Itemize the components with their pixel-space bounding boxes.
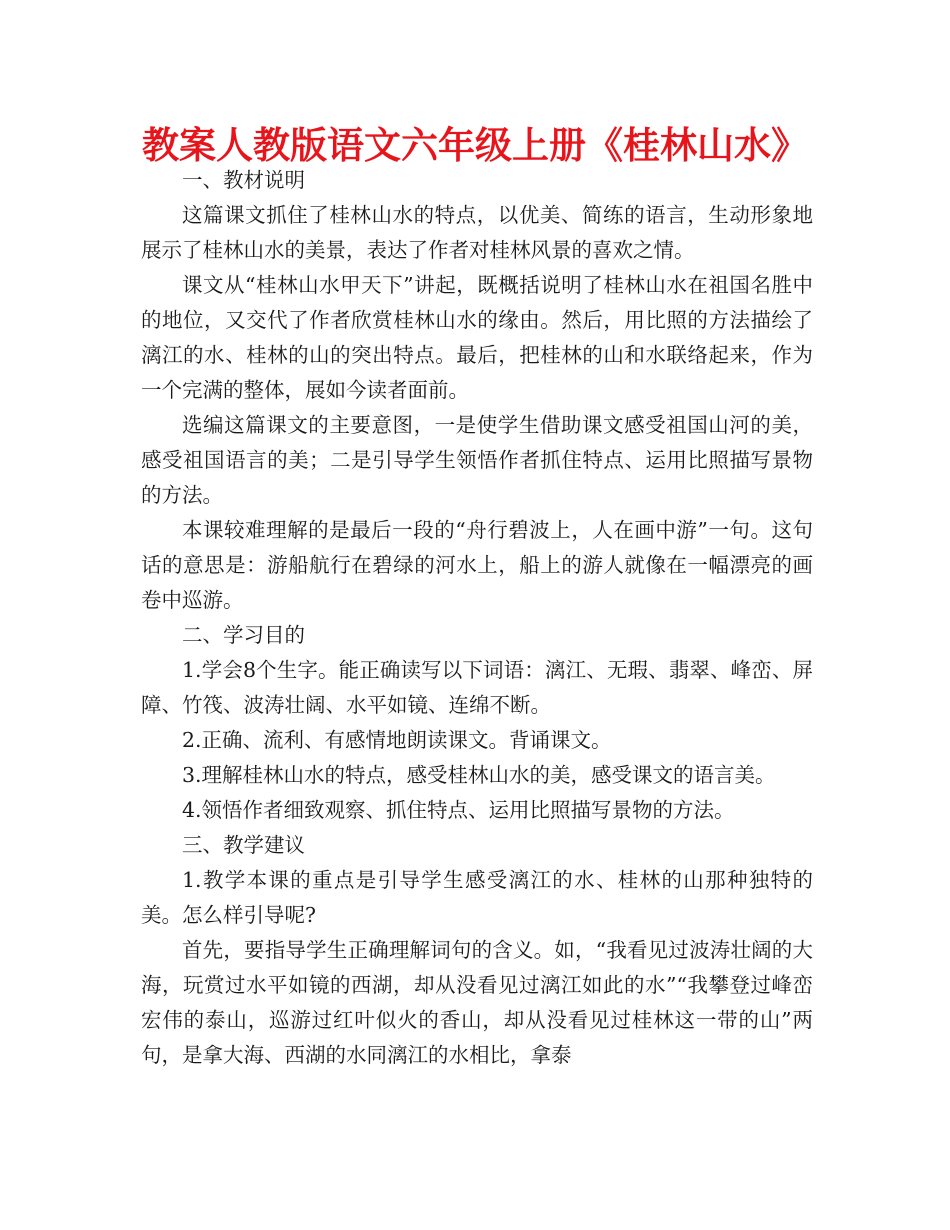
list-item: 1.学会8个生字。能正确读写以下词语：漓江、无瑕、翡翠、峰峦、屏障、竹筏、波涛壮阔、水平如镜、连绵不断。 xyxy=(141,658,813,717)
document-title: 教案人教版语文六年级上册《桂林山水》 xyxy=(142,124,808,167)
list-item: 2.正确、流利、有感情地朗读课文。背诵课文。 xyxy=(182,728,612,752)
paragraph: 首先，要指导学生正确理解词句的含义。如，“我看见过波涛壮阔的大海，玩赏过水平如镜的西湖，却从没看见过漓江如此的水”“我攀登过峰峦宏伟的泰山，巡游过红叶似火的香山，却从没看见过桂林这一带的山”两句，是拿大海、西湖的水同漓江的水相比，拿泰 xyxy=(141,938,813,1067)
list-item: 1.教学本课的重点是引导学生感受漓江的水、桂林的山那种独特的美。怎么样引导呢? xyxy=(141,868,813,927)
document-body xyxy=(141,163,813,1073)
section-heading-goals: 二、学习目的 xyxy=(182,623,305,647)
section-heading-suggestions: 三、教学建议 xyxy=(182,833,305,857)
paragraph: 选编这篇课文的主要意图，一是使学生借助课文感受祖国山河的美，感受祖国语言的美；二是引导学生领悟作者抓住特点、运用比照描写景物的方法。 xyxy=(141,413,813,507)
paragraph: 这篇课文抓住了桂林山水的特点，以优美、简练的语言，生动形象地展示了桂林山水的美景，表达了作者对桂林风景的喜欢之情。 xyxy=(141,203,813,262)
paragraph: 课文从“桂林山水甲天下”讲起，既概括说明了桂林山水在祖国名胜中的地位，又交代了作者欣赏桂林山水的缘由。然后，用比照的方法描绘了漓江的水、桂林的山的突出特点。最后，把桂林的山和水联络起来，作为一个完满的整体，展如今读者面前。 xyxy=(141,273,813,402)
section-heading-materials: 一、教材说明 xyxy=(182,168,305,192)
list-item: 3.理解桂林山水的特点，感受桂林山水的美，感受课文的语言美。 xyxy=(182,763,776,787)
list-item: 4.领悟作者细致观察、抓住特点、运用比照描写景物的方法。 xyxy=(182,798,735,822)
paragraph: 本课较难理解的是最后一段的“舟行碧波上，人在画中游”一句。这句话的意思是：游船航行在碧绿的河水上，船上的游人就像在一幅漂亮的画卷中巡游。 xyxy=(141,518,813,612)
